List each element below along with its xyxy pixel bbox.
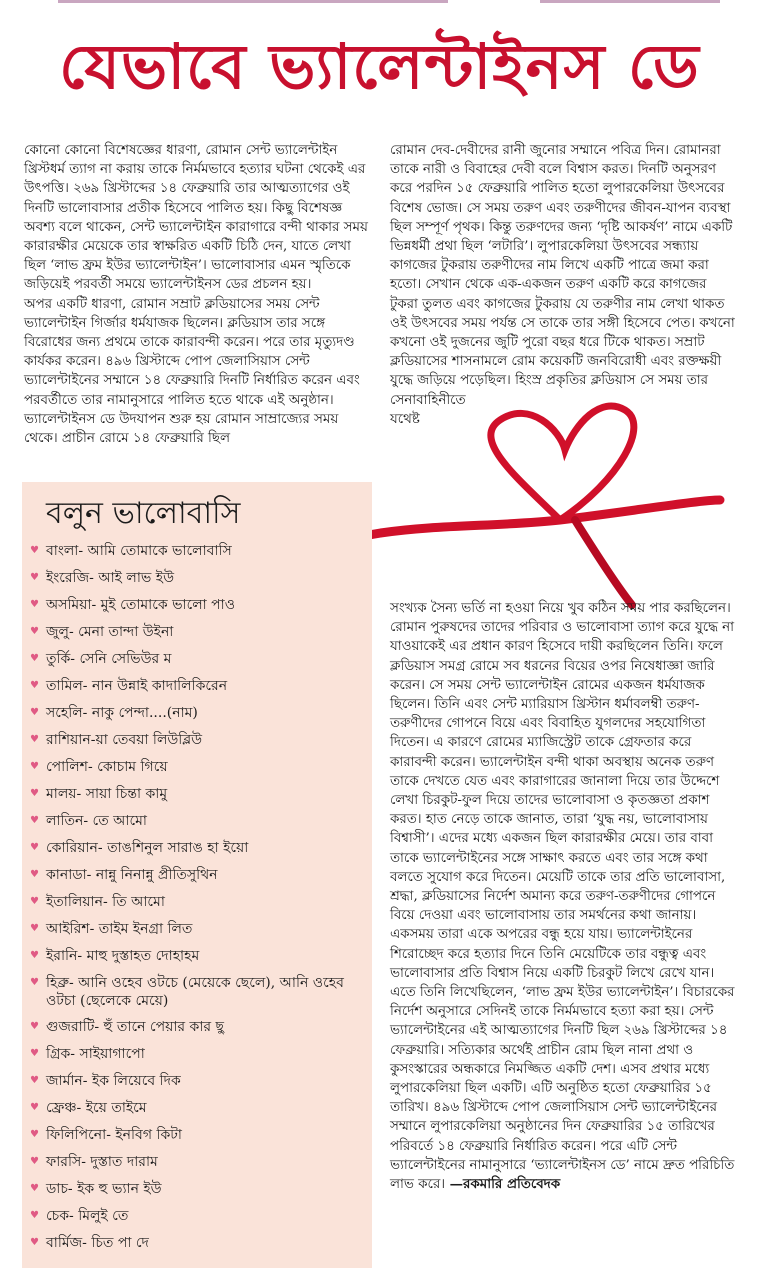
heart-bullet-icon: ♥ <box>30 1102 39 1113</box>
list-item: ♥ মালয়- সায়া চিন্তা কামু <box>30 786 168 802</box>
heart-bullet-icon: ♥ <box>30 1075 39 1086</box>
paragraph: রোমান দেব-দেবীদের রানী জুনোর সম্মানে পবিত্র দিন। রোমানরা তাকে নারী ও বিবাহের দেবী বলে বিশ্বাস করত। দিনটি অনুসরণ করে পরদিন ১৫ ফেব্রুয়ারি পালিত হতো লুপারকেলিয়া উৎসবের বিশেষ ভোজ। সে সময় তরুণ এবং তরুণীদের জীবন-যাপন ব্যবস্থা ছিল সম্পূর্ণ পৃথক। কিন্তু তরুণদের জন্য ‘দৃষ্টি আকর্ষণ’ নামে একটি ভিন্নধর্মী প্রথা ছিল ‘লটারি’। লুপারকেলিয়া উৎসবের সন্ধ্যায় কাগজের টুকরায় তরুণীদের নাম লিখে একটি পাত্রে জমা করা হতো। সেখান থেকে এক-একজন তরুণ একটি করে কাগজের টুকরা তুলত এবং কাগজের টুকরায় যে তরুণীর নাম লেখা থাকত ওই উৎসবের সময় পর্যন্ত সে তাকে তার সঙ্গী হিসেবে পেত। কখনো কখনো ওই দুজনের জুটি পুরো বছর ধরে টিকে থাকত। সম্রাট ক্লডিয়াসের শাসনামলে রোম কয়েকটি জনবিরোধী এবং রক্তক্ষয়ী যুদ্ধে জড়িয়ে পড়েছিল। হিংস্র প্রকৃতির ক্লডিয়াস সে সময় তার <box>390 143 735 389</box>
paragraph: সেনাবাহিনীতে <box>390 392 466 408</box>
list-item: ♥ জুলু- মেনা তান্দা উইনা <box>30 624 174 640</box>
heart-bullet-icon: ♥ <box>30 950 39 961</box>
paragraph: অপর একটি ধারণা, রোমান সম্রাট ক্লডিয়াসের সময় সেন্ট ভ্যালেন্টাইন গির্জার ধর্মযাজক ছিলেন। ক্লডিয়াস তার সঙ্গে বিরোধের জন্য প্রথমে তাকে কারাবন্দী করেন। পরে তার মৃত্যুদণ্ড কার্যকর করেন। ৪৯৬ খ্রিস্টাব্দে পোপ জেলাসিয়াস সেন্ট ভ্যালেন্টাইনের সম্মানে ১৪ ফেব্রুয়ারি দিনটি নির্ধারিত করেন এবং পরবর্তীতে তার নামানুসারে পালিত হতে থাকে এই অনুষ্ঠান। ভ্যালেন্টাইনস ডে উদযাপন শুরু হয় রোমান সাম্রাজ্যের সময় থেকে। প্রাচীন রোমে ১৪ ফেব্রুয়ারি ছিল <box>24 296 360 447</box>
heart-bullet-icon: ♥ <box>30 1156 39 1167</box>
heart-bullet-icon: ♥ <box>30 599 39 610</box>
heart-bullet-icon: ♥ <box>30 1183 39 1194</box>
list-item: ♥ ফ্রেঞ্চ- ইয়ে তাইমে <box>30 1100 147 1116</box>
list-item: ♥ ইরানি- মাহু দুস্তাহত দোহাহম <box>30 948 200 964</box>
list-item: ♥ বার্মিজ- চিত পা দে <box>30 1235 149 1251</box>
heart-bullet-icon: ♥ <box>30 680 39 691</box>
heart-bullet-icon: ♥ <box>30 896 39 907</box>
list-item: ♥ চেক- মিলুই তে <box>30 1208 129 1224</box>
paragraph: যথেষ্ট <box>390 411 420 427</box>
list-item: ♥ তুর্কি- সেনি সেভিউর ম <box>30 651 172 667</box>
byline: —রকমারি প্রতিবেদক <box>445 1176 561 1193</box>
list-item: ♥ তামিল- নান উন্নাই কাদালিকিরেন <box>30 678 228 694</box>
heart-bullet-icon: ♥ <box>30 869 39 880</box>
heart-bullet-icon: ♥ <box>30 626 39 637</box>
list-item: ♥ অসমিয়া- মুই তোমাকে ভালো পাও <box>30 597 236 613</box>
list-item: ♥ ইতালিয়ান- তি আমো <box>30 894 165 910</box>
sidebar-title: বলুন ভালোবাসি <box>46 496 241 531</box>
list-item: ♥ লাতিন- তে আমো <box>30 813 147 829</box>
paragraph-text: সংখ্যক সৈন্য ভর্তি না হওয়া নিয়ে খুব কঠিন সময় পার করছিলেন। রোমান পুরুষদের তাদের পরিবার ও ভালোবাসা ত্যাগ করে যুদ্ধে না যাওয়াকেই এর প্রধান কারণ হিসেবে দায়ী করছিলেন তিনি। ফলে ক্লডিয়াস সমগ্র রোমে সব ধরনের বিয়ের ওপর নিষেধাজ্ঞা জারি করেন। সে সময় সেন্ট ভ্যালেন্টাইন রোমের একজন ধর্মযাজক ছিলেন। তিনি এবং সেন্ট ম্যারিয়াস খ্রিস্টান ধর্মাবলম্বী তরুণ-তরুণীদের গোপনে বিয়ে এবং বিবাহিত যুগলদের সহযোগিতা দিতেন। এ কারণে রোমের ম্যাজিস্ট্রেট তাকে গ্রেফতার করে কারাবন্দী করেন। ভ্যালেন্টাইন বন্দী থাকা অবস্থায় অনেক তরুণ তাকে দেখতে যেত এবং কারাগারের জানালা দিয়ে তার উদ্দেশে লেখা চিরকুট-ফুল দিয়ে তাদের ভালোবাসা ও কৃতজ্ঞতা প্রকাশ করত। হাত নেড়ে তাকে জানাত, তারা ‘যুদ্ধ নয়, ভালোবাসায় বিশ্বাসী’। এদের মধ্যে একজন ছিল কারারক্ষীর মেয়ে। তার বাবা তাকে ভ্যালেন্টাইনের সঙ্গে সাক্ষাৎ করতে এবং তার সঙ্গে কথা বলতে সুযোগ করে দিতেন। মেয়েটি তাকে তার প্রতি ভালোবাসা, শ্রদ্ধা, ক্লডিয়াসের নির্দেশ অমান্য করে তরুণ-তরুণীদের গোপনে বিয়ে দেওয়া এবং ভালোবাসায় তার সমর্থনের কথা জানায়। একসময় তারা একে অপরের বন্ধু হয়ে যায়। ভ্যালেন্টাইনের শিরোচ্ছেদ করে হত্যার দিনে তিনি মেয়েটিকে তার বন্ধুত্ব এবং ভালোবাসার প্রতি বিশ্বাস নিয়ে একটি চিরকুট লিখে রেখে যান। এতে তিনি লিখেছিলেন, ‘লাভ ফ্রম ইউর ভ্যালেন্টাইন’। বিচারকের নির্দেশ অনুসারে সেদিনই তাকে নির্মমভাবে হত্যা করা হয়। সেন্ট ভ্যালেন্টাইনের এই আত্মত্যাগের দিনটি ছিল ২৬৯ খ্রিস্টাব্দের ১৪ ফেব্রুয়ারি। সত্যিকার অর্থেই প্রাচীন রোম ছিল নানা প্রথা ও কুসংস্কারের অন্ধকারে নিমজ্জিত একটি দেশ। এসব প্রথার মধ্যে লুপারকেলিয়া ছিল একটি। এটি অনুষ্ঠিত হতো ফেব্রুয়ারির ১৫ তারিখ। ৪৯৬ খ্রিস্টাব্দে পোপ জেলাসিয়াস সেন্ট ভ্যালেন্টাইনের সম্মানে লুপারকেলিয়া অনুষ্ঠানের দিন ফেব্রুয়ারির ১৫ তারিখের পরিবর্তে ১৪ ফেব্রুয়ারি নির্ধারিত করেন। পরে এটি সেন্ট ভ্যালেন্টাইনের নামানুসারে ‘ভ্যালেন্টাইনস ডে’ নামে দ্রুত পরিচিতি লাভ করে। <box>390 601 735 1193</box>
heart-bullet-icon: ♥ <box>30 707 39 718</box>
heart-bullet-icon: ♥ <box>30 842 39 853</box>
heart-bullet-icon: ♥ <box>30 1210 39 1221</box>
heart-bullet-icon: ♥ <box>30 788 39 799</box>
list-item: ♥ হিব্রু- আনি ওহেব ওটচে (মেয়েকে ছেলে), আনি ওহেব ওটচা (ছেলেকে মেয়ে) <box>30 975 344 1009</box>
list-item: ♥ পোলিশ- কোচাম গিয়ে <box>30 759 168 775</box>
list-item: ♥ ইংরেজি- আই লাভ ইউ <box>30 570 174 586</box>
heart-bullet-icon: ♥ <box>30 1129 39 1140</box>
headline: যেভাবে ভ্যালেন্টাইনস ডে <box>59 30 700 103</box>
heart-bullet-icon: ♥ <box>30 545 39 556</box>
paragraph: কোনো কোনো বিশেষজ্ঞের ধারণা, রোমান সেন্ট ভ্যালেন্টাইন খ্রিস্টধর্ম ত্যাগ না করায় তাকে নির্মমভাবে হত্যার ঘটনা থেকেই এর উৎপত্তি। ২৬৯ খ্রিস্টাব্দের ১৪ ফেব্রুয়ারি তার আত্মত্যাগের ওই দিনটি ভালোবাসার প্রতীক হিসেবে পালিত হয়। কিছু বিশেষজ্ঞ অবশ্য বলে থাকেন, সেন্ট ভ্যালেন্টাইন কারাগারে বন্দী থাকার সময় কারারক্ষীর মেয়েকে তার স্বাক্ষরিত একটি চিঠি দেন, যাতে লেখা ছিল ‘লাভ ফ্রম ইউর ভ্যালেন্টাইন’। ভালোবাসার এমন স্মৃতিকে জড়িয়েই পরবর্তী সময়ে ভ্যালেন্টাইনস ডের প্রচলন হয়। <box>24 143 368 293</box>
list-item: ♥ বাংলা- আমি তোমাকে ভালোবাসি <box>30 543 232 559</box>
list-item: ♥ রাশিয়ান-য়া তেবয়া লিউব্লিউ <box>30 732 203 748</box>
list-item: ♥ গুজরাটি- হুঁ তানে পেয়ার কার ছু <box>30 1019 225 1035</box>
list-item: ♥ গ্রিক- সাইয়াগাপো <box>30 1046 145 1062</box>
language-list <box>30 542 360 1261</box>
heart-bullet-icon: ♥ <box>30 1021 39 1032</box>
article-column-3 <box>390 599 735 1194</box>
list-item: ♥ সহেলি- নাকু পেন্দা....(নাম) <box>30 705 198 721</box>
heart-bullet-icon: ♥ <box>30 734 39 745</box>
list-item: ♥ কানাডা- নান্নু নিনান্নু প্রীতিসুথিন <box>30 867 218 883</box>
list-item: ♥ ফিলিপিনো- ইনবিগ কিটা <box>30 1127 182 1143</box>
list-item: ♥ ডাচ- ইক হু ভ্যান ইউ <box>30 1181 162 1197</box>
list-item: ♥ ফারসি- দুস্তাত দারাম <box>30 1154 158 1170</box>
heart-bullet-icon: ♥ <box>30 653 39 664</box>
heart-bullet-icon: ♥ <box>30 815 39 826</box>
paragraph <box>390 599 735 1194</box>
list-item: ♥ কোরিয়ান- তাঙশিনুল সারাঙ হা ইয়ো <box>30 840 249 856</box>
heart-bullet-icon: ♥ <box>30 1048 39 1059</box>
list-item: ♥ জার্মান- ইক লিয়েবে দিক <box>30 1073 181 1089</box>
heart-bullet-icon: ♥ <box>30 1237 39 1248</box>
heart-bullet-icon: ♥ <box>30 923 39 934</box>
heart-bullet-icon: ♥ <box>30 572 39 583</box>
heart-bullet-icon: ♥ <box>30 977 39 988</box>
heart-bullet-icon: ♥ <box>30 761 39 772</box>
list-item: ♥ আইরিশ- তাইম ইনগ্রা লিত <box>30 921 193 937</box>
